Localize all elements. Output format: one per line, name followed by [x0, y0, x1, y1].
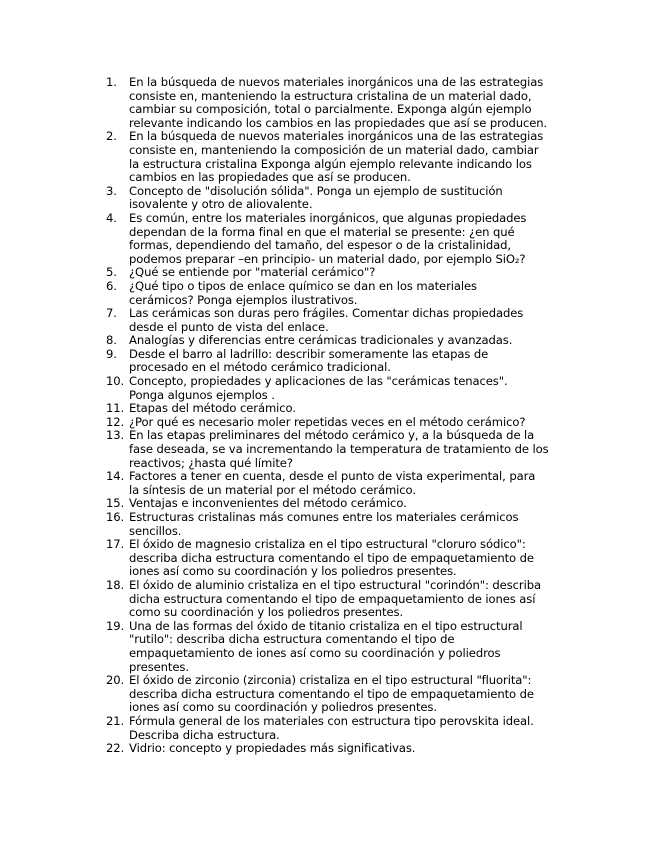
question-item — [106, 511, 566, 538]
question-number: 7. — [106, 306, 117, 321]
question-item — [106, 674, 566, 715]
question-number: 11. — [106, 401, 125, 416]
question-item — [106, 348, 566, 375]
question-item — [106, 742, 566, 756]
question-text: El óxido de zirconio (zirconia) cristaliza en el tipo estructural "fluorita": describa dicha estructura comentando el tipo de empaquetamiento de iones así como su coordinación y poliedros presentes. — [129, 673, 534, 715]
question-item — [106, 497, 566, 511]
question-number: 4. — [106, 210, 117, 225]
question-text: En las etapas preliminares del método cerámico y, a la búsqueda de la fase deseada, se va incrementando la temperatura de tratamiento de los reactivos; ¿hasta qué límite? — [129, 428, 549, 470]
question-item — [106, 130, 566, 184]
question-text: ¿Qué tipo o tipos de enlace químico se dan en los materiales cerámicos? Ponga ejemplos ilustrativos. — [129, 278, 477, 307]
question-text: En la búsqueda de nuevos materiales inorgánicos una de las estrategias consiste en, manteniendo la composición de un material dado, cambiar la estructura cristalina Exponga algún ejemplo relevante indicando los cambios en las propiedades que así se producen. — [129, 129, 544, 185]
question-text: Vidrio: concepto y propiedades más significativas. — [129, 741, 416, 756]
question-number: 6. — [106, 278, 117, 293]
question-number: 21. — [106, 713, 125, 728]
question-number: 19. — [106, 618, 125, 633]
question-text: Concepto, propiedades y aplicaciones de las "cerámicas tenaces". Ponga algunos ejemplos . — [129, 374, 508, 402]
question-item — [106, 212, 566, 266]
question-text: Fórmula general de los materiales con estructura tipo perovskita ideal. Describa dicha estructura. — [129, 713, 534, 742]
question-item — [106, 715, 566, 742]
question-number: 14. — [106, 469, 125, 484]
question-item — [106, 579, 566, 620]
question-item — [106, 307, 566, 334]
question-text: El óxido de magnesio cristaliza en el tipo estructural "cloruro sódico": describa dicha estructura comentando el tipo de empaquetamiento de iones así como su coordinación y los poliedros presentes. — [129, 537, 534, 579]
question-text: Ventajas e inconvenientes del método cerámico. — [129, 496, 407, 511]
question-number: 20. — [106, 673, 125, 688]
question-text: Una de las formas del óxido de titanio cristaliza en el tipo estructural "rutilo": describa dicha estructura comentando el tipo de empaquetamiento de iones así como su coordinación y poliedros presentes. — [129, 618, 523, 674]
question-text: ¿Qué se entiende por "material cerámico"? — [129, 265, 376, 280]
question-number: 22. — [106, 741, 125, 756]
question-text: Etapas del método cerámico. — [129, 401, 296, 416]
question-item — [106, 416, 566, 430]
question-text: Estructuras cristalinas más comunes entre los materiales cerámicos sencillos. — [129, 510, 519, 538]
question-number: 16. — [106, 510, 125, 524]
question-item — [106, 280, 566, 307]
question-number: 3. — [106, 183, 117, 198]
question-number: 10. — [106, 374, 125, 389]
question-number: 9. — [106, 346, 117, 361]
question-item — [106, 620, 566, 674]
question-number: 2. — [106, 129, 117, 144]
question-number: 15. — [106, 496, 125, 511]
question-number: 8. — [106, 333, 117, 348]
question-text: Desde el barro al ladrillo: describir someramente las etapas de procesado en el método cerámico tradicional. — [129, 346, 489, 375]
question-item — [106, 429, 566, 470]
question-item — [106, 402, 566, 416]
question-number: 12. — [106, 414, 125, 429]
question-item — [106, 76, 566, 130]
question-text: Factores a tener en cuenta, desde el punto de vista experimental, para la síntesis de un material por el método cerámico. — [129, 469, 536, 497]
question-text: El óxido de aluminio cristaliza en el tipo estructural "corindón": describa dicha estructura comentando el tipo de empaquetamiento de iones así como su coordinación y los poliedros presentes. — [129, 577, 541, 620]
question-text: Las cerámicas son duras pero frágiles. Comentar dichas propiedades desde el punto de vista del enlace. — [129, 306, 524, 334]
question-text: Concepto de "disolución sólida". Ponga un ejemplo de sustitución isovalente y otro de aliovalente. — [129, 183, 503, 212]
question-number: 5. — [106, 265, 117, 280]
question-item — [106, 334, 566, 348]
question-item — [106, 470, 566, 497]
question-text: Analogías y diferencias entre cerámicas tradicionales y avanzadas. — [129, 333, 513, 348]
question-text: ¿Por qué es necesario moler repetidas veces en el método cerámico? — [129, 414, 526, 429]
question-number: 18. — [106, 577, 125, 592]
question-text: En la búsqueda de nuevos materiales inorgánicos una de las estrategias consiste en, manteniendo la estructura cristalina de un material dado, cambiar su composición, total o parcialmente. Exponga algún ejemplo relevante indicando los cambios en las propiedades que así se producen. — [129, 75, 548, 130]
question-text: Es común, entre los materiales inorgánicos, que algunas propiedades dependan de la forma final en que el material se presente: ¿en qué formas, dependiendo del tamaño, del espesor o de la cristalinidad, podemos preparar –en principio- un material dado, por ejemplo SiO₂? — [129, 210, 527, 266]
question-list — [106, 76, 566, 756]
question-item — [106, 538, 566, 579]
question-item — [106, 185, 566, 212]
question-number: 1. — [106, 75, 117, 89]
question-item — [106, 266, 566, 280]
question-number: 13. — [106, 428, 125, 443]
question-number: 17. — [106, 537, 125, 552]
question-item — [106, 375, 566, 402]
